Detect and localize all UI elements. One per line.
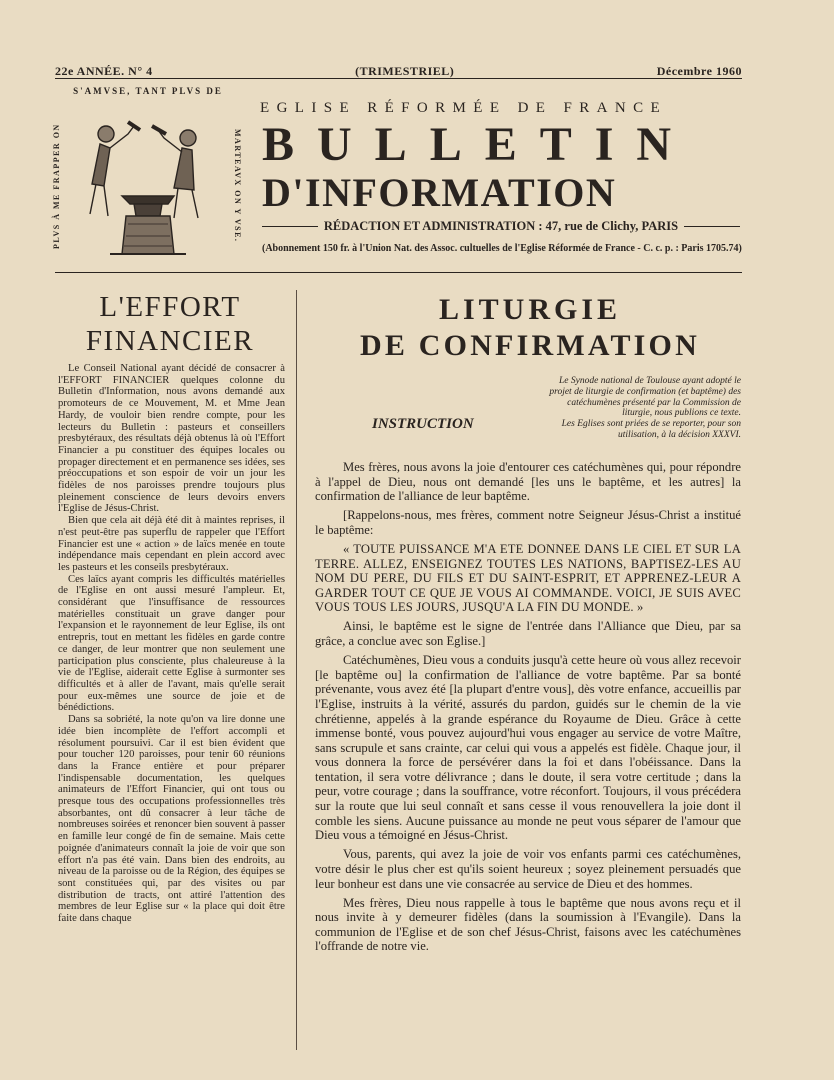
left-title-line2: FINANCIER <box>85 325 255 357</box>
column-divider <box>296 290 297 1050</box>
emblem-motto-right: MARTEAVX ON Y VSE. <box>233 129 242 243</box>
left-paragraph: Ces laïcs ayant compris les difficultés matérielles de l'Eglise en ont aussi mesuré l'ampleur. Et, considérant que l'insuffisance de ressources matérielles constituait un grave danger pour l'expansion et le rayonnement de leur Eglise, ils ont entrepris, tout en mettant les fidèles en garde contre ce danger, de leur montrer que non seulement une participation plus consciente, plus chaleureuse à la vie de l'Eglise, aiderait cette Eglise à surmonter ses difficultés et à aller de l'avant, mais qu'elle serait pour eux-mêmes une source de joie et de bénédictions. <box>58 573 285 714</box>
right-title-line2: DE CONFIRMATION <box>360 329 700 362</box>
right-paragraph: Ainsi, le baptême est le signe de l'entrée dans l'Alliance que Dieu, par sa grâce, a conclue avec son Eglise.] <box>315 619 741 649</box>
synode-note-line: Le Synode national de Toulouse ayant adopté le projet de liturgie de confirmation (et baptême) des catéchumènes présenté par la Commission de liturgie, nous publions ce texte. <box>549 376 741 419</box>
redaction-text: RÉDACTION ET ADMINISTRATION : 47, rue de Clichy, PARIS <box>323 219 679 233</box>
left-paragraph: Le Conseil National ayant décidé de consacrer à l'EFFORT FINANCIER quelques colonne du Bulletin d'Information, nous avons demandé aux promoteurs de ce Mouvement, M. et Mme Jean Hardy, de vouloir bien rendre compte, pour les lecteurs du Bulletin : pasteurs et conseillers presbytéraux, des résultats déjà obtenus là où l'Effort Financier a pu constituer des équipes locales ou propager directement et en permanence ses idées, ses préoccupations et son espoir de voir un jour les fidèles de nos paroisses prendre toujours plus pleinement conscience de leurs devoirs envers l'Eglise de Jésus-Christ. <box>58 363 285 515</box>
synode-note-line: Les Eglises sont priées de se reporter, pour son utilisation, à la décision XXXVI. <box>561 419 741 440</box>
anvil-emblem <box>52 86 242 272</box>
synode-note <box>535 376 741 441</box>
right-paragraph: Vous, parents, qui avez la joie de voir vos enfants parmi ces catéchumènes, votre désir le plus cher est qu'ils soient heureux ; soyez pleinement persuadés que leur bonheur est dans une vie consacrée au service de Dieu et des hommes. <box>315 847 741 891</box>
right-title-line1: LITURGIE <box>438 293 622 326</box>
right-paragraph: Mes frères, nous avons la joie d'entourer ces catéchumènes qui, pour répondre à l'appel de Dieu, nous ont demandé [les uns le baptême, et les autres] la confirmation de l'alliance de leur baptême. <box>315 460 741 504</box>
right-article-title <box>305 292 755 364</box>
emblem-motto-left: PLVS À ME FRAPPER ON <box>52 123 61 249</box>
left-article-body <box>58 363 285 925</box>
information-title: D'INFORMATION <box>262 170 617 215</box>
left-article-title <box>55 290 285 358</box>
redaction-line <box>262 219 740 234</box>
emblem-motto-top: S'AMVSE, TANT PLVS DE <box>73 86 223 96</box>
bulletin-title: BULLETIN <box>262 118 695 171</box>
right-paragraph: Mes frères, Dieu nous rappelle à tous le baptême que nous avons reçu et il nous invite à y demeurer fidèles (dans la soumission à l'Evangile). Dans la communion de l'Eglise et de son chef Jésus-Christ, faisons avec les catéchumènes l'offrande de notre vie. <box>315 895 741 954</box>
left-paragraph: Bien que cela ait déjà été dit à maintes reprises, il n'est peut-être pas superflu de rappeler que l'Effort Financier est une « action » de laïcs menée en toute indépendance mais cependant en plein accord avec les pasteurs et les conseils presbytéraux. <box>58 515 285 573</box>
right-paragraph: Catéchumènes, Dieu vous a conduits jusqu'à cette heure où vous allez recevoir [le baptême ou] la confirmation de l'alliance de votre baptême. Par sa bonté prévenante, vous avez été [la plupart d'entre vous], dès votre enfance, accueillis par l'Eglise, instruits à la vérité, assurés du pardon, guidés sur le chemin de la vie chrétienne, appelés à la grande espérance du Royaume de Dieu. Grâce à cette immense bonté, vous pouvez aujourd'hui vous engager au service de votre Maître, sans scrupule et sans crainte, car celui qui vous a appelés est fidèle. Chaque jour, il vous donnera la force de persévérer dans la foi et dans l'obéissance. Dans la tentation, il sera votre délivrance ; dans le doute, il sera votre certitude ; dans la peur, votre courage ; dans la souffrance, votre réconfort. Toujours, il vous précédera sur la route que lui seul connaît et sans cesse il vous renouvellera la joie dont il comble les siens. Aucune puissance au monde ne peut vous séparer de l'amour que Dieu vous a témoigné en Jésus-Christ. <box>315 653 741 843</box>
top-rule <box>55 78 742 79</box>
masthead-rule <box>55 272 742 273</box>
blacksmiths-anvil-icon <box>70 104 224 264</box>
right-article-body <box>315 460 741 959</box>
issue-line <box>55 64 742 79</box>
church-name: EGLISE RÉFORMÉE DE FRANCE <box>260 100 668 116</box>
instruction-heading: INSTRUCTION <box>372 416 474 432</box>
scripture-quote: « TOUTE PUISSANCE M'A ETE DONNEE DANS LE CIEL ET SUR LA TERRE. ALLEZ, ENSEIGNEZ TOUTES LES NATIONS, BAPTISEZ-LES AU NOM DU PERE, DU FILS ET DU SAINT-ESPRIT, ET APPRENEZ-LEUR A GARDER TOUT CE QUE JE VOUS AI COMMANDE. VOICI, JE SUIS AVEC VOUS TOUS LES JOURS, JUSQU'A LA FIN DU MONDE. » <box>315 541 741 615</box>
issue-number: 22e ANNÉE. N° 4 <box>55 64 153 78</box>
left-paragraph: Dans sa sobriété, la note qu'on va lire donne une idée bien incomplète de l'effort accompli et résolument poursuivi. Car il est bien évident que pour toucher 120 paroisses, pour tenir 60 réunions dans la France entière et pour préparer l'indispensable documentation, les quelques animateurs de l'Effort Financier, qui ont tous ou presque tous des occupations professionnelles très absorbantes, ont dû consacrer à leur tâche de nombreuses soirées et renoncer bien souvent à passer en famille leur congé de fin de semaine. Mais cette poignée d'animateurs connaît la joie de voir que son effort n'a pas été vain. Dans bien des endroits, au niveau de la paroisse ou de la Région, des équipes se sont constituées qui, par des visites ou par distribution de tracts, ont attiré l'attention des membres de leur Eglise sur « la place qui doit être faite dans chaque <box>58 714 285 925</box>
subscription-line: (Abonnement 150 fr. à l'Union Nat. des Assoc. cultuelles de l'Eglise Réformée de France - C. c. p. : Paris 1705.74) <box>262 243 742 254</box>
redaction-dash-left <box>262 226 318 227</box>
issue-date: Décembre 1960 <box>656 64 742 78</box>
left-title-line1: L'EFFORT <box>99 291 241 323</box>
right-paragraph: [Rappelons-nous, mes frères, comment notre Seigneur Jésus-Christ a institué le baptême: <box>315 508 741 537</box>
frequency: (TRIMESTRIEL) <box>355 64 455 78</box>
redaction-dash-right <box>684 226 740 227</box>
